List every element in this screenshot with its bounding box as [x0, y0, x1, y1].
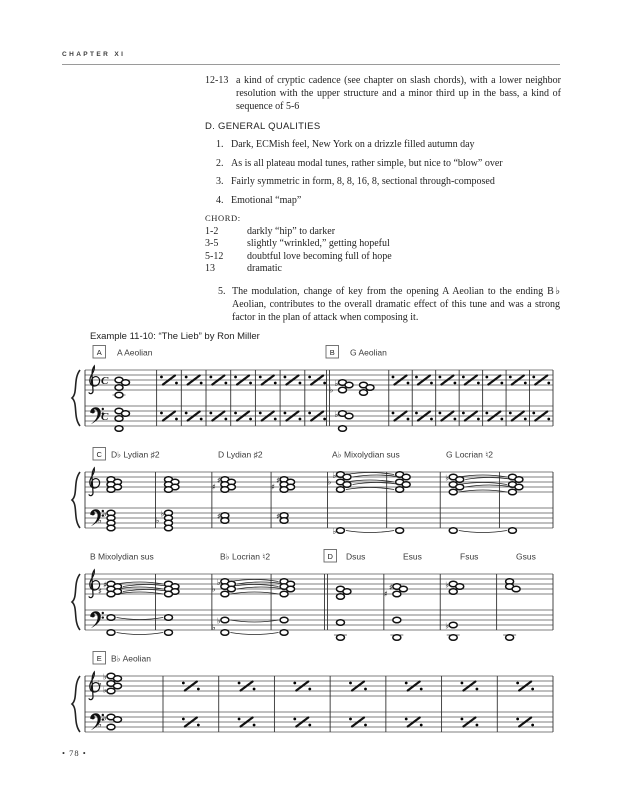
- measure-range: 13: [205, 263, 215, 275]
- list-item: [216, 194, 560, 207]
- svg-text:♭: ♭: [98, 720, 102, 729]
- list-item-text: Emotional “map”: [231, 194, 302, 206]
- svg-text:♭: ♭: [216, 616, 221, 626]
- paragraph-12-13: [205, 74, 561, 114]
- svg-text:♭: ♭: [445, 621, 450, 631]
- svg-text:♭: ♭: [103, 672, 107, 682]
- chord-map-table: [205, 226, 392, 276]
- list-item-text: Fairly symmetric in form, 8, 8, 16, 8, sectional through-composed: [231, 176, 495, 188]
- page-number: • 78 •: [62, 748, 87, 758]
- mood-description: slightly “wrinkled,” getting hopeful: [247, 238, 390, 250]
- example-caption: Example 11-10: “The Lieb” by Ron Miller: [90, 331, 260, 342]
- svg-text:♭: ♭: [98, 679, 102, 688]
- svg-text:B Mixolydian sus: B Mixolydian sus: [90, 551, 154, 562]
- svg-text:A♭ Mixolydian sus: A♭ Mixolydian sus: [332, 449, 400, 460]
- svg-text:♭: ♭: [103, 685, 107, 695]
- svg-text:♭: ♭: [332, 527, 337, 536]
- svg-text:♭: ♭: [155, 516, 160, 525]
- mood-description: dramatic: [247, 263, 282, 275]
- table-row: [205, 226, 392, 238]
- svg-text:♯: ♯: [383, 589, 388, 599]
- chapter-header: CHAPTER XI: [62, 51, 126, 58]
- svg-text:♭: ♭: [103, 509, 107, 519]
- music-system-2: [60, 446, 572, 546]
- svg-text:C: C: [96, 449, 102, 459]
- music-system-4: [60, 650, 572, 750]
- svg-text:D: D: [327, 551, 333, 561]
- list-item: [216, 138, 560, 151]
- svg-text:♭: ♭: [160, 509, 165, 519]
- music-system-1: [60, 344, 572, 444]
- list-item: [216, 157, 560, 170]
- svg-text:D♭ Lydian ♯2: D♭ Lydian ♯2: [111, 449, 160, 460]
- list-item-text: Dark, ECMish feel, New York on a drizzle filled autumn day: [231, 139, 475, 150]
- svg-text:D Lydian ♯2: D Lydian ♯2: [218, 449, 263, 460]
- svg-text:A: A: [96, 347, 102, 357]
- svg-text:♭: ♭: [211, 584, 216, 594]
- svg-text:♯: ♯: [276, 512, 280, 521]
- svg-text:♭: ♭: [211, 623, 216, 632]
- item-number: 5.: [218, 286, 226, 297]
- measure-range: 3-5: [205, 238, 219, 250]
- svg-text:♯: ♯: [216, 512, 221, 521]
- mood-description: doubtful love becoming full of hope: [247, 250, 392, 262]
- svg-text:♭: ♭: [334, 410, 339, 419]
- svg-text:B♭ Aeolian: B♭ Aeolian: [111, 653, 151, 664]
- svg-text:B♭ Locrian ♮2: B♭ Locrian ♮2: [220, 551, 271, 562]
- music-system-3: [60, 548, 572, 648]
- svg-text:♭: ♭: [445, 473, 450, 483]
- svg-text:♭: ♭: [332, 471, 337, 480]
- svg-text:♭: ♭: [334, 379, 339, 388]
- section-heading: D. GENERAL QUALITIES: [205, 121, 321, 132]
- paragraph-5: [218, 285, 560, 325]
- svg-text:Esus: Esus: [403, 551, 422, 562]
- list-item-number: 2.: [216, 157, 224, 169]
- svg-text:C: C: [101, 411, 109, 423]
- item-number: 12-13: [205, 75, 229, 86]
- svg-text:♯: ♯: [216, 476, 221, 485]
- mood-description: darkly “hip” to darker: [247, 226, 336, 237]
- list-item-text: As is all plateau modal tunes, rather simple, but nice to “blow” over: [231, 157, 503, 169]
- table-row: [205, 251, 392, 263]
- list-item-number: 4.: [216, 194, 224, 206]
- measure-range: 5-12: [205, 250, 224, 262]
- svg-text:♭: ♭: [327, 477, 332, 487]
- table-row: [205, 238, 392, 250]
- svg-text:♭: ♭: [216, 578, 221, 587]
- svg-text:♯: ♯: [276, 476, 280, 485]
- svg-text:♭: ♭: [445, 580, 450, 590]
- measure-range: 1-2: [205, 226, 219, 237]
- svg-text:♭: ♭: [98, 516, 102, 525]
- chord-heading: CHORD:: [205, 213, 241, 223]
- svg-text:C: C: [101, 375, 109, 387]
- header-rule: [62, 64, 560, 65]
- svg-text:♯: ♯: [98, 587, 102, 596]
- svg-text:Dsus: Dsus: [346, 551, 366, 562]
- item-text: a kind of cryptic cadence (see chapter on slash chords), with a lower neighbor resolution with the upper structure and a minor third up in the bass, a kind of sequence of 5-6: [236, 75, 561, 113]
- list-item-number: 3.: [216, 176, 224, 188]
- list-item-number: 1.: [216, 139, 224, 150]
- svg-text:♯: ♯: [388, 583, 393, 592]
- svg-text:Gsus: Gsus: [516, 551, 536, 562]
- svg-text:E: E: [96, 653, 102, 663]
- svg-text:♭: ♭: [103, 713, 107, 723]
- list-item: [216, 175, 560, 188]
- svg-text:♯: ♯: [211, 482, 216, 492]
- item-text: The modulation, change of key from the opening A Aeolian to the ending B♭ Aeolian, contributes to the overall dramatic effect of this tune and was a strong factor in the plan of attack when composing it.: [232, 286, 560, 324]
- svg-text:♭: ♭: [329, 385, 334, 395]
- svg-text:Fsus: Fsus: [460, 551, 479, 562]
- svg-text:G Aeolian: G Aeolian: [350, 347, 387, 358]
- svg-text:A Aeolian: A Aeolian: [117, 347, 153, 358]
- svg-text:♯: ♯: [103, 580, 107, 590]
- svg-text:B: B: [329, 347, 335, 357]
- svg-text:G Locrian ♮2: G Locrian ♮2: [446, 449, 493, 460]
- table-row: [205, 263, 392, 275]
- qualities-list: [216, 138, 560, 212]
- svg-text:♯: ♯: [271, 482, 275, 492]
